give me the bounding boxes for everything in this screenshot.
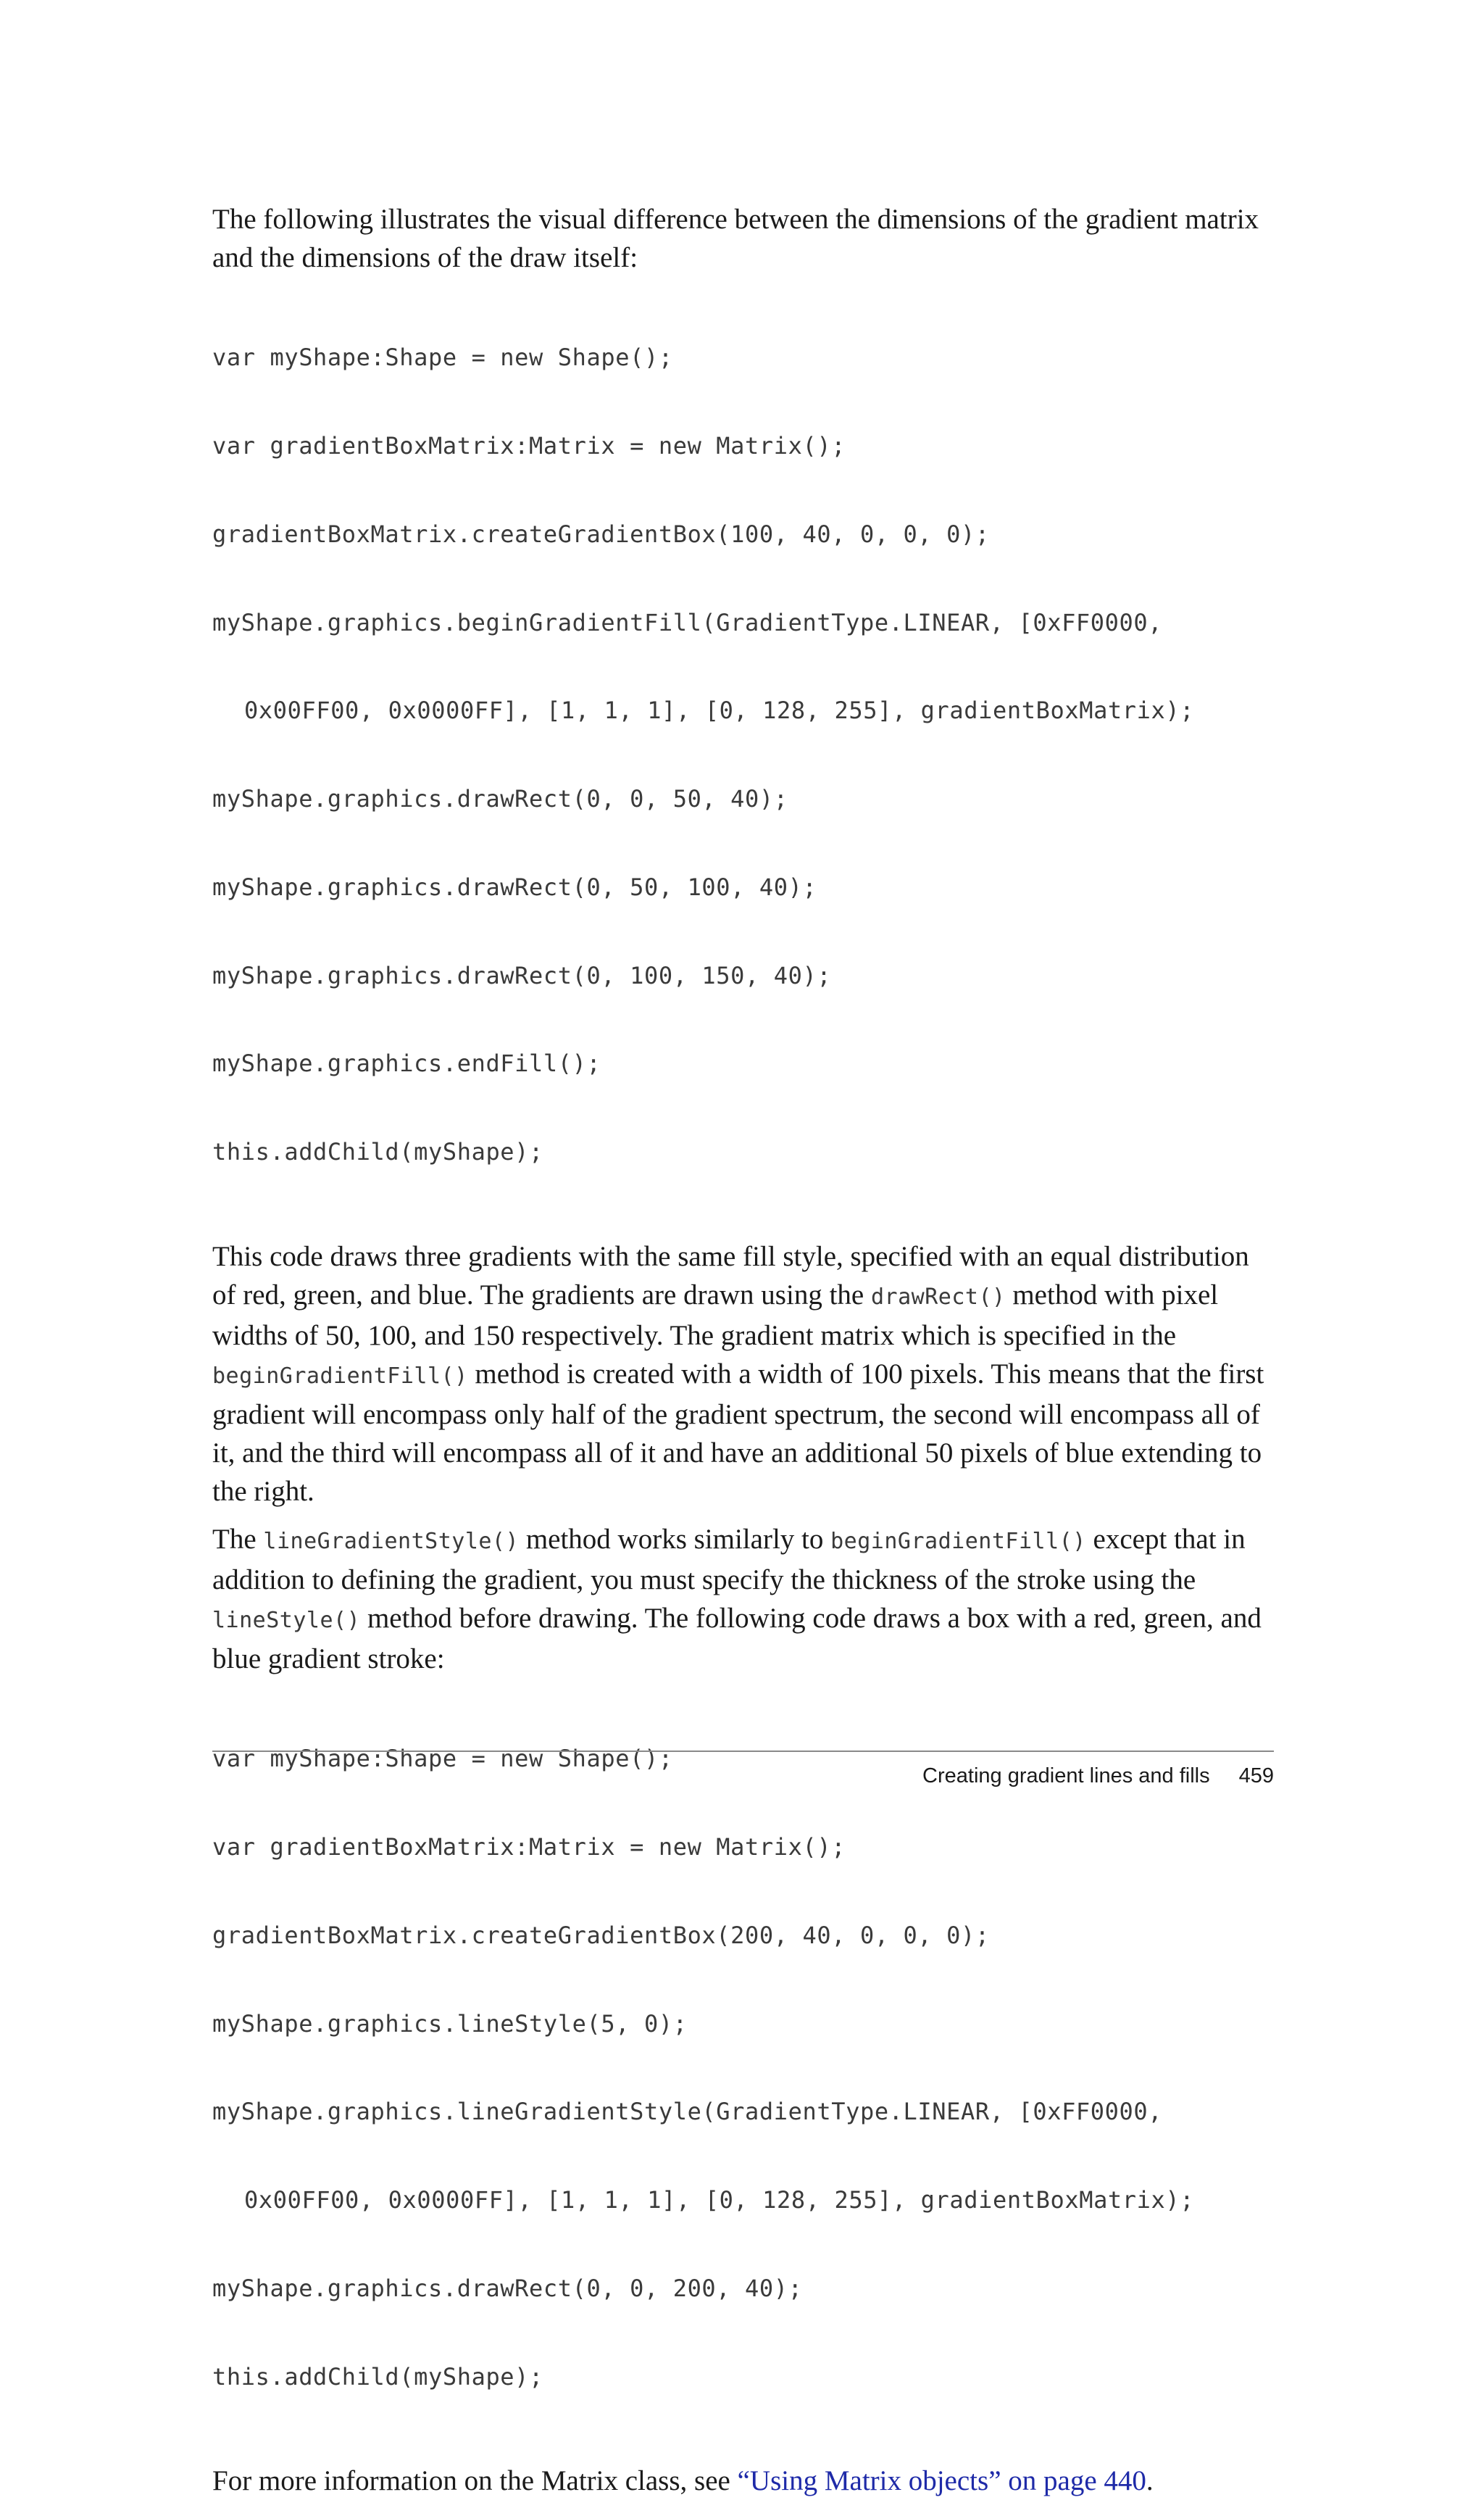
matrix-objects-link[interactable]: “Using Matrix objects” on page 440: [737, 2465, 1146, 2497]
code-line: 0x00FF00, 0x0000FF], [1, 1, 1], [0, 128, 255], gradientBoxMatrix);: [244, 697, 1195, 725]
inline-code: lineGradientStyle(): [263, 1529, 520, 1554]
code-line: myShape.graphics.beginGradientFill(GradientType.LINEAR, [0xFF0000,: [212, 608, 1163, 636]
inline-code: beginGradientFill(): [830, 1529, 1086, 1554]
code-line: var myShape:Shape = new Shape();: [212, 1745, 673, 1773]
code-block-2: [212, 1685, 1277, 2450]
page-number: 459: [1238, 1764, 1274, 1787]
text-run: except that in addition to defining the gradient, you must specify the thickness of the stroke using the: [212, 1524, 1246, 1595]
code-line: 0x00FF00, 0x0000FF], [1, 1, 1], [0, 128, 255], gradientBoxMatrix);: [244, 2186, 1195, 2214]
code-line: var gradientBoxMatrix:Matrix = new Matrix();: [212, 431, 846, 460]
code-line: gradientBoxMatrix.createGradientBox(100, 40, 0, 0, 0);: [212, 520, 990, 548]
code-line: var myShape:Shape = new Shape();: [212, 344, 673, 372]
text-run: For more information on the Matrix class, see: [212, 2465, 738, 2497]
text-run: The: [212, 1524, 264, 1555]
code-line: myShape.graphics.drawRect(0, 0, 200, 40);: [212, 2274, 803, 2302]
text-run: .: [1146, 2465, 1154, 2497]
inline-code: lineStyle(): [212, 1608, 361, 1633]
code-line: myShape.graphics.lineGradientStyle(GradientType.LINEAR, [0xFF0000,: [212, 2098, 1163, 2126]
code-line: gradientBoxMatrix.createGradientBox(200, 40, 0, 0, 0);: [212, 1921, 990, 1949]
text-run: method before drawing. The following code draws a box with a red, green, and blue gradient stroke:: [212, 1603, 1262, 1674]
code-line: myShape.graphics.lineStyle(5, 0);: [212, 2009, 688, 2038]
text-run: This code draws three gradients with the same fill style, specified with an equal distribution of red, green, and blue. The gradients are drawn using the: [212, 1241, 1249, 1311]
inline-code: drawRect(): [870, 1284, 1006, 1310]
text-run: method is created with a width of 100 pixels. This means that the first gradient will encompass only half of the gradient spectrum, the second will encompass all of it, and the third will encompass all of it and have an additional 50 pixels of blue extending to the right.: [212, 1358, 1264, 1507]
footer-divider: [212, 1751, 1274, 1752]
code-line: myShape.graphics.endFill();: [212, 1050, 601, 1078]
intro-text: The following illustrates the visual difference between the dimensions of the gradient matrix and the dimensions of the draw itself:: [212, 204, 1259, 273]
code-line: myShape.graphics.drawRect(0, 0, 50, 40);: [212, 785, 788, 813]
explanation-paragraph: [212, 1237, 1277, 1511]
code-line: this.addChild(myShape);: [212, 2362, 543, 2391]
more-info-paragraph: [212, 2462, 1277, 2500]
page-body: [212, 200, 1277, 2500]
page-footer: [922, 1764, 1274, 1788]
code-line: myShape.graphics.drawRect(0, 100, 150, 40);: [212, 961, 832, 989]
text-run: method with pixel widths of 50, 100, and 150 respectively. The gradient matrix which is specified in the: [212, 1279, 1219, 1351]
line-style-paragraph: [212, 1520, 1277, 1678]
text-run: method works similarly to: [519, 1524, 831, 1555]
code-block-1: [212, 284, 1277, 1226]
code-line: var gradientBoxMatrix:Matrix = new Matrix();: [212, 1832, 846, 1861]
footer-section-title: Creating gradient lines and fills: [922, 1764, 1210, 1787]
inline-code: beginGradientFill(): [212, 1363, 468, 1389]
code-line: myShape.graphics.drawRect(0, 50, 100, 40);: [212, 873, 817, 901]
code-line: this.addChild(myShape);: [212, 1138, 543, 1166]
intro-paragraph: [212, 200, 1277, 277]
